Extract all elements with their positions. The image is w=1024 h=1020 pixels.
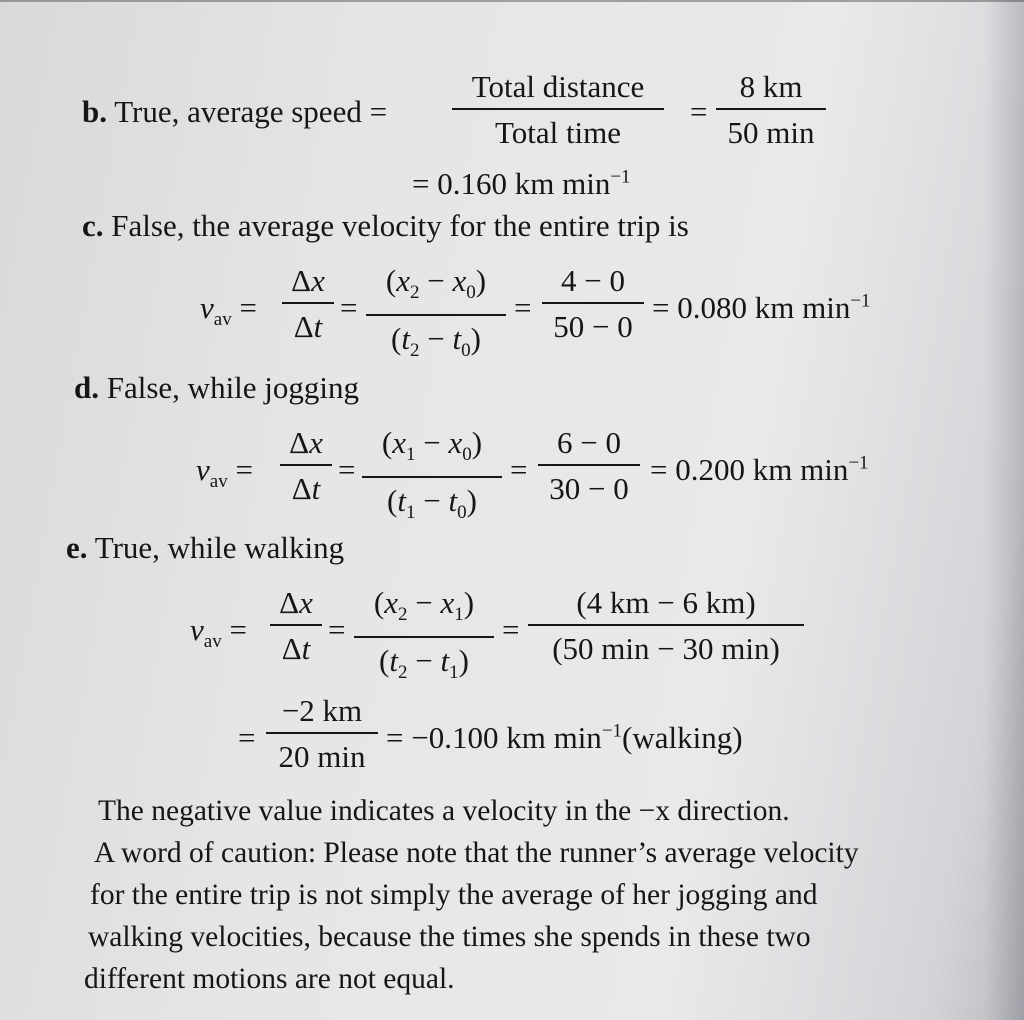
fraction-bar	[354, 636, 494, 638]
paragraph-line: for the entire trip is not simply the average of her jogging and	[90, 879, 818, 911]
e-fraction-simplified	[266, 694, 378, 774]
e-fraction-symbolic	[354, 586, 494, 690]
e-frac4-denominator: 20 min	[278, 739, 366, 774]
item-d-text: False, while jogging	[106, 370, 360, 405]
item-c-label: c.	[82, 208, 104, 243]
equals-sign: =	[514, 290, 532, 325]
item-b-line	[82, 94, 387, 130]
paragraph-line: walking velocities, because the times she spends in these two	[88, 921, 811, 953]
equals-sign: =	[238, 720, 256, 755]
b-fraction-values	[716, 70, 826, 150]
fraction-bar	[716, 108, 826, 110]
d-frac3-denominator: 30 − 0	[549, 471, 629, 506]
b-result-exponent: −1	[610, 166, 631, 188]
c-fraction-delta	[282, 264, 334, 344]
c-result-value: = 0.080 km min	[652, 290, 851, 325]
c-result-exponent: −1	[850, 290, 871, 312]
item-d-line	[74, 370, 359, 406]
item-e-line	[66, 530, 344, 566]
c-frac3-denominator: 50 − 0	[553, 309, 633, 344]
d-result-exponent: −1	[848, 452, 869, 474]
d-frac3-numerator: 6 − 0	[557, 425, 621, 460]
page-top-rule	[0, 0, 1024, 2]
b-fraction-distance-time	[452, 70, 664, 150]
equals-sign: =	[690, 94, 708, 129]
fraction-bar	[528, 624, 804, 626]
fraction-bar	[542, 302, 644, 304]
e-frac2-denominator: $(t_2 - t_1)$	[379, 643, 469, 684]
b-result-value: = 0.160 km min	[412, 166, 611, 201]
delta-t: Δt	[293, 309, 323, 344]
e-result-suffix: (walking)	[622, 720, 743, 755]
d-vav-symbol: $v_{av}$ =	[196, 452, 253, 493]
d-frac2-numerator: $(x_1 - x_0)$	[381, 425, 483, 466]
fraction-bar	[282, 302, 334, 304]
d-frac2-denominator: $(t_1 - t_0)$	[387, 483, 477, 524]
e-result-exponent: −1	[601, 720, 623, 742]
page-edge-shadow	[984, 0, 1024, 1020]
e-vav-symbol: $v_{av}$ =	[190, 612, 247, 653]
item-d-label: d.	[74, 370, 99, 405]
d-fraction-values	[538, 426, 640, 506]
c-frac2-denominator: $(t_2 - t_0)$	[391, 321, 481, 362]
fraction-bar	[452, 108, 664, 110]
d-result-value: = 0.200 km min	[650, 452, 849, 487]
fraction-bar	[270, 624, 322, 626]
paragraph-line: A word of caution: Please note that the runner’s average velocity	[94, 837, 859, 869]
item-c-line	[82, 208, 689, 244]
delta-x: Δx	[289, 425, 323, 460]
c-result	[652, 290, 871, 326]
d-result	[650, 452, 869, 488]
delta-x: Δx	[279, 585, 313, 620]
fraction-bar	[362, 476, 502, 478]
e-frac3-denominator: (50 min − 30 min)	[552, 631, 780, 666]
d-fraction-delta	[280, 426, 332, 506]
b-frac1-numerator: Total distance	[471, 69, 645, 104]
c-fraction-values	[542, 264, 644, 344]
equals-sign: =	[338, 452, 356, 487]
e-fraction-values	[528, 586, 804, 666]
b-frac2-denominator: 50 min	[727, 115, 815, 150]
delta-t: Δt	[281, 631, 311, 666]
paragraph-line: The negative value indicates a velocity in the −x direction.	[98, 795, 790, 827]
item-e-label: e.	[66, 530, 88, 565]
caution-paragraph	[84, 790, 984, 1000]
item-c-text: False, the average velocity for the entire trip is	[111, 208, 689, 243]
item-b-label: b.	[82, 94, 107, 129]
c-frac3-numerator: 4 − 0	[561, 263, 625, 298]
item-b-text: True, average speed =	[114, 94, 388, 129]
fraction-bar	[366, 314, 506, 316]
paragraph-line: different motions are not equal.	[84, 963, 455, 995]
b-frac1-denominator: Total time	[494, 115, 622, 150]
e-result-value: = −0.100 km min	[386, 720, 602, 755]
c-vav-symbol: $v_{av}$ =	[200, 290, 257, 331]
item-e-text: True, while walking	[94, 530, 345, 565]
fraction-bar	[266, 732, 378, 734]
d-fraction-symbolic	[362, 426, 502, 530]
c-fraction-symbolic	[366, 264, 506, 368]
e-frac3-numerator: (4 km − 6 km)	[576, 585, 756, 620]
e-fraction-delta	[270, 586, 322, 666]
fraction-bar	[280, 464, 332, 466]
delta-t: Δt	[291, 471, 321, 506]
c-frac2-numerator: $(x_2 - x_0)$	[385, 263, 487, 304]
equals-sign: =	[510, 452, 528, 487]
delta-x: Δx	[291, 263, 325, 298]
e-result	[386, 720, 743, 756]
b-frac2-numerator: 8 km	[739, 69, 803, 104]
equals-sign: =	[502, 612, 520, 647]
e-frac4-numerator: −2 km	[281, 693, 363, 728]
fraction-bar	[538, 464, 640, 466]
equals-sign: =	[340, 290, 358, 325]
b-result	[412, 166, 631, 202]
equals-sign: =	[328, 612, 346, 647]
e-frac2-numerator: $(x_2 - x_1)$	[373, 585, 475, 626]
